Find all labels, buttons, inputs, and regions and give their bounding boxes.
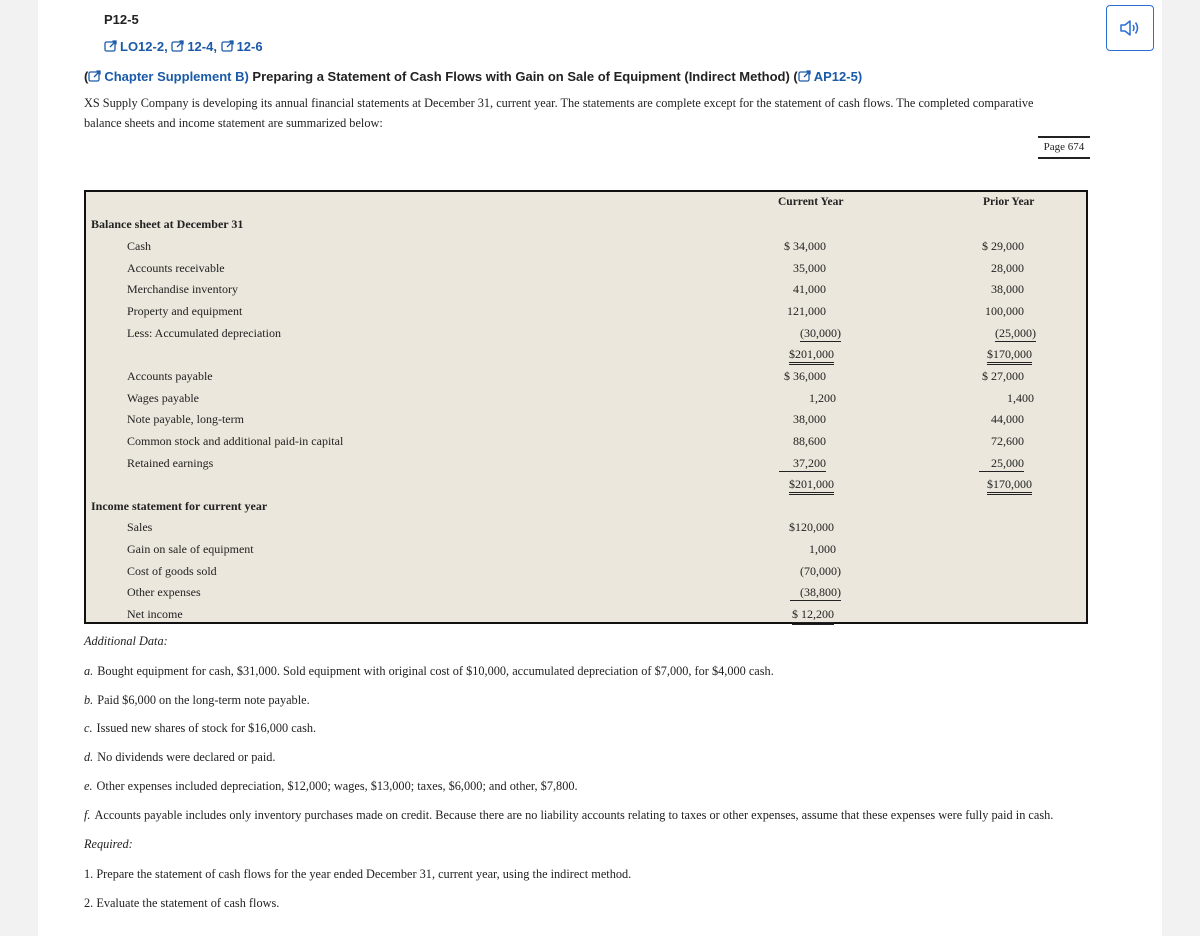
row-label: Net income (127, 607, 183, 621)
item-letter: d. (84, 750, 94, 764)
cell-current: 35,000 (793, 261, 826, 275)
external-link-icon (798, 70, 812, 82)
income-statement-title: Income statement for current year (91, 499, 268, 513)
financial-statements-table (84, 190, 1088, 624)
total-assets-prior: $170,000 (987, 347, 1032, 365)
item-letter: c. (84, 721, 93, 735)
lo-link-3-label: 12-6 (236, 39, 263, 54)
cell-prior: 72,600 (991, 434, 1024, 448)
row-label: Wages payable (127, 391, 199, 405)
chapter-supplement-label: Chapter Supplement B) (104, 69, 249, 84)
item-letter: e. (84, 779, 93, 793)
cell-prior: (25,000) (995, 326, 1036, 340)
lo-link-1[interactable] (104, 39, 168, 54)
balance-sheet-title: Balance sheet at December 31 (91, 217, 244, 231)
external-link-icon (104, 40, 118, 52)
lo-link-3[interactable] (221, 39, 263, 54)
item-letter: b. (84, 693, 94, 707)
cell-prior: 1,400 (1007, 391, 1034, 405)
additional-item-b (84, 693, 310, 708)
cell-current: 41,000 (793, 282, 826, 296)
cell-current: 88,600 (793, 434, 826, 448)
required-item-1 (84, 867, 631, 882)
problem-id: P12-5 (104, 12, 139, 27)
additional-item-e (84, 779, 578, 794)
item-number: 1. (84, 867, 94, 881)
column-header-prior-year: Prior Year (983, 196, 1035, 208)
item-text: No dividends were declared or paid. (97, 750, 276, 764)
page-reference: Page 674 (1038, 136, 1090, 159)
external-link-icon (221, 40, 235, 52)
cell-current: $ 36,000 (784, 369, 826, 383)
row-label: Other expenses (127, 585, 201, 599)
ap-reference-label: AP12-5) (813, 69, 863, 84)
row-label: Accounts receivable (127, 261, 225, 275)
column-header-current-year: Current Year (778, 196, 844, 208)
additional-item-d (84, 750, 275, 765)
cell-current: (70,000) (800, 564, 841, 578)
problem-title (84, 69, 862, 84)
title-text: Preparing a Statement of Cash Flows with Gain on Sale of Equipment (Indirect Method) ( (248, 69, 798, 84)
row-label: Cost of goods sold (127, 564, 217, 578)
cell-prior: 28,000 (991, 261, 1024, 275)
chapter-supplement-link[interactable] (88, 69, 248, 84)
total-liabilities-prior: $170,000 (987, 477, 1032, 495)
cell-current: 121,000 (787, 304, 826, 318)
row-label: Sales (127, 520, 153, 534)
cell-prior: 44,000 (991, 412, 1024, 426)
cell-prior: $ 27,000 (982, 369, 1024, 383)
cell-current: $ 34,000 (784, 239, 826, 253)
external-link-icon (88, 70, 102, 82)
cell-prior: 100,000 (985, 304, 1024, 318)
cell-prior: $ 29,000 (982, 239, 1024, 253)
ap-reference-link[interactable] (798, 69, 862, 84)
row-label: Common stock and additional paid-in capital (127, 434, 344, 448)
row-label: Gain on sale of equipment (127, 542, 254, 556)
cell-prior: 25,000 (979, 456, 1024, 472)
additional-item-f (84, 808, 1053, 823)
cell-prior: 38,000 (991, 282, 1024, 296)
read-aloud-button[interactable] (1106, 5, 1154, 51)
item-number: 2. (84, 896, 94, 910)
title-open-paren: ( (84, 69, 89, 84)
item-letter: f. (84, 808, 91, 822)
total-assets-current: $201,000 (789, 347, 834, 365)
cell-current: 38,000 (793, 412, 826, 426)
item-text: Bought equipment for cash, $31,000. Sold equipment with original cost of $10,000, accumulated depreciation of $7,000, for $4,000 cash. (97, 664, 774, 678)
item-letter: a. (84, 664, 94, 678)
row-label: Note payable, long-term (127, 412, 244, 426)
required-heading: Required: (84, 837, 133, 851)
cell-current: 1,200 (809, 391, 836, 405)
speaker-icon (1119, 19, 1141, 37)
cell-current: 1,000 (809, 542, 836, 556)
cell-current: (30,000) (800, 326, 841, 340)
lo-link-1-label: LO12-2, (120, 39, 168, 54)
item-text: Other expenses included depreciation, $12,000; wages, $13,000; taxes, $6,000; and other, $7,800. (96, 779, 578, 793)
item-text: Prepare the statement of cash flows for the year ended December 31, current year, using the indirect method. (96, 867, 632, 881)
additional-item-c (84, 721, 316, 736)
additional-data-heading: Additional Data: (84, 634, 168, 648)
net-income-current: $ 12,200 (792, 607, 834, 625)
item-text: Issued new shares of stock for $16,000 cash. (96, 721, 317, 735)
row-label: Merchandise inventory (127, 282, 238, 296)
total-liabilities-current: $201,000 (789, 477, 834, 495)
learning-objectives (104, 39, 263, 54)
problem-intro: XS Supply Company is developing its annual financial statements at December 31, current year. The statements are complete except for the statement of cash flows. The completed comparative balance sheets and income statement are summarized below: (84, 96, 1034, 130)
row-label: Less: Accumulated depreciation (127, 326, 281, 340)
row-label: Property and equipment (127, 304, 243, 318)
lo-link-2-label: 12-4, (187, 39, 217, 54)
cell-current: (38,800) (790, 585, 841, 601)
item-text: Paid $6,000 on the long-term note payable. (97, 693, 310, 707)
row-label: Cash (127, 239, 151, 253)
item-text: Accounts payable includes only inventory purchases made on credit. Because there are no liability accounts relating to taxes or other expenses, assume that these expenses were fully paid in cash. (94, 808, 1054, 822)
page (38, 0, 1162, 936)
additional-item-a (84, 664, 774, 679)
item-text: Evaluate the statement of cash flows. (96, 896, 280, 910)
external-link-icon (171, 40, 185, 52)
row-label: Accounts payable (127, 369, 213, 383)
lo-link-2[interactable] (171, 39, 217, 54)
cell-current: $120,000 (789, 520, 834, 534)
row-label: Retained earnings (127, 456, 214, 470)
cell-current: 37,200 (779, 456, 826, 472)
required-item-2 (84, 896, 279, 911)
